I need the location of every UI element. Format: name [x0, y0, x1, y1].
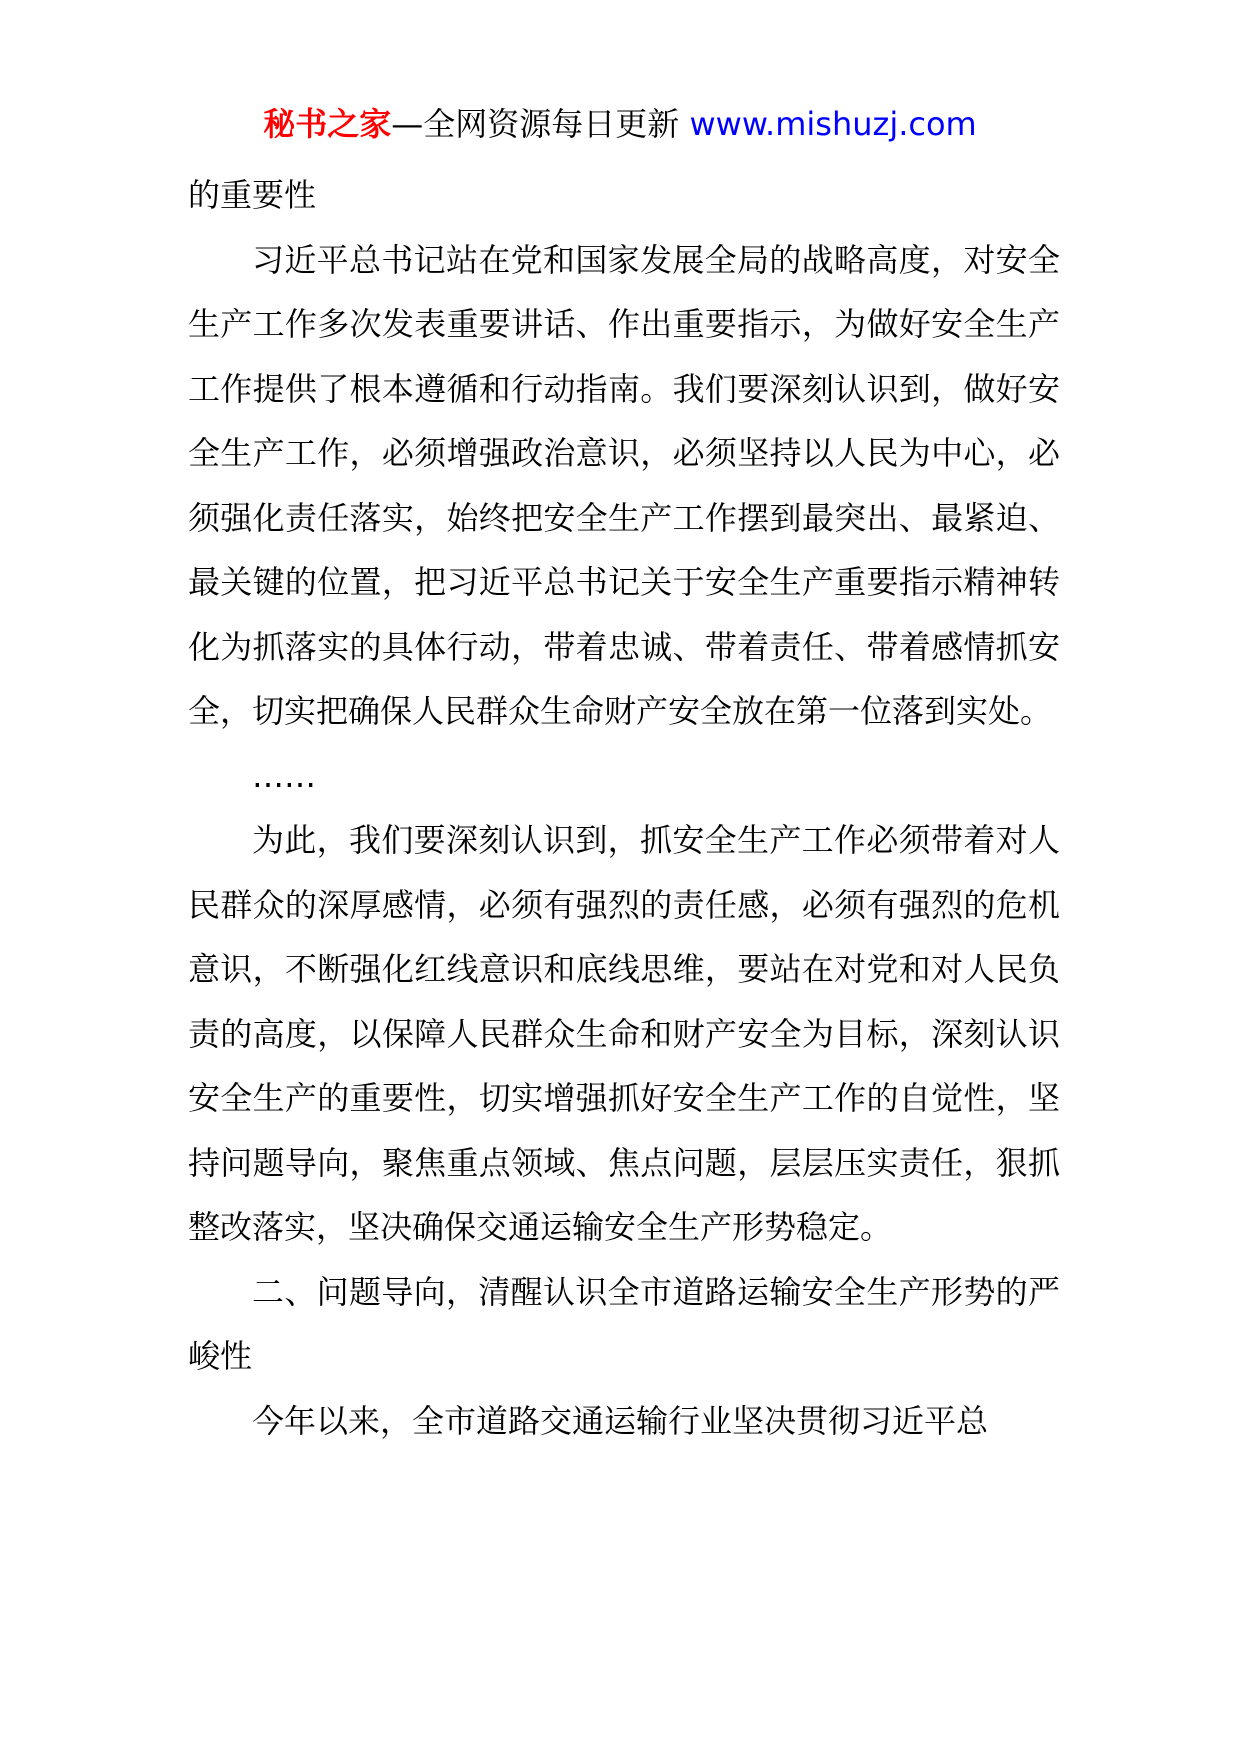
paragraph: 习近平总书记站在党和国家发展全局的战略高度，对安全生产工作多次发表重要讲话、作出重要指示，为做好安全生产工作提供了根本遵循和行动指南。我们要深刻认识到，做好安全生产工作，必须增强政治意识，必须坚持以人民为中心，必须强化责任落实，始终把安全生产工作摆到最突出、最紧迫、最关键的位置，把习近平总书记关于安全生产重要指示精神转化为抓落实的具体行动，带着忠诚、带着责任、带着感情抓安全，切实把确保人民群众生命财产安全放在第一位落到实处。 — [188, 240, 1060, 730]
site-url[interactable]: www.mishuzj.com — [689, 105, 977, 143]
paragraph: 今年以来，全市道路交通运输行业坚决贯彻习近平总 — [252, 1401, 989, 1440]
site-header — [0, 100, 1240, 148]
section-heading: 二、问题导向，清醒认识全市道路运输安全生产形势的严峻性 — [188, 1272, 1060, 1375]
paragraph: 为此，我们要深刻认识到，抓安全生产工作必须带着对人民群众的深厚感情，必须有强烈的责任感，必须有强烈的危机意识，不断强化红线意识和底线思维，要站在对党和对人民负责的高度，以保障人民群众生命和财产安全为目标，深刻认识安全生产的重要性，切实增强抓好安全生产工作的自觉性，坚持问题导向，聚焦重点领域、焦点问题，层层压实责任，狠抓整改落实，坚决确保交通运输安全生产形势稳定。 — [188, 821, 1060, 1246]
site-tagline: —全网资源每日更新 — [391, 105, 690, 143]
document-body — [188, 163, 1060, 1453]
site-brand: 秘书之家 — [263, 105, 392, 143]
ellipsis-paragraph: …… — [252, 756, 316, 795]
paragraph-heading-continuation: 的重要性 — [188, 176, 317, 214]
